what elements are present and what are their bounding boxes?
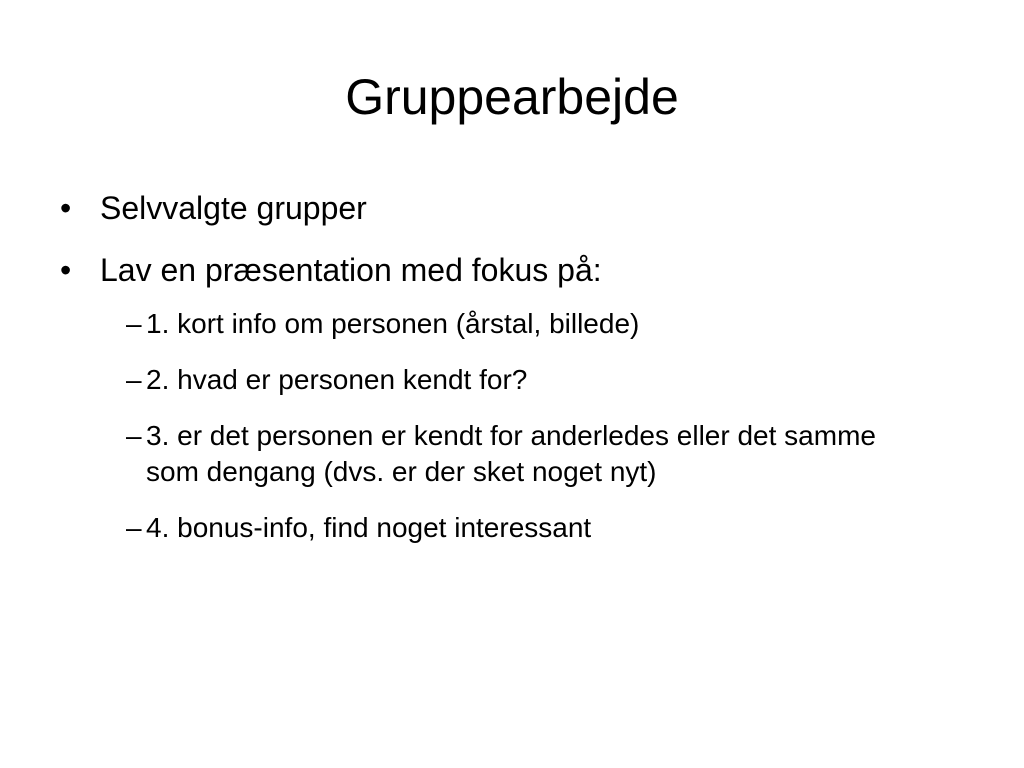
sub-bullet-text: 3. er det personen er kendt for anderledes eller det samme som dengang (dvs. er der sket noget nyt) bbox=[146, 420, 876, 487]
slide-title: Gruppearbejde bbox=[345, 69, 679, 125]
bullet-marker: • bbox=[60, 252, 72, 288]
bullet-item bbox=[56, 188, 956, 228]
sub-bullet-marker: – bbox=[126, 420, 142, 451]
sub-bullet-list bbox=[56, 306, 956, 546]
sub-bullet-item bbox=[56, 510, 936, 546]
slide-content bbox=[56, 188, 956, 566]
sub-bullet-item bbox=[56, 362, 936, 398]
sub-bullet-marker: – bbox=[126, 308, 142, 339]
sub-bullet-item bbox=[56, 418, 936, 490]
sub-bullet-marker: – bbox=[126, 512, 142, 543]
sub-bullet-text: 2. hvad er personen kendt for? bbox=[146, 364, 528, 395]
bullet-text: Lav en præsentation med fokus på: bbox=[100, 252, 602, 288]
sub-bullet-marker: – bbox=[126, 364, 142, 395]
sub-bullet-text: 1. kort info om personen (årstal, billede) bbox=[146, 308, 640, 339]
bullet-text: Selvvalgte grupper bbox=[100, 190, 367, 226]
bullet-item bbox=[56, 250, 956, 290]
bullet-marker: • bbox=[60, 190, 72, 226]
sub-bullet-item bbox=[56, 306, 936, 342]
sub-bullet-text: 4. bonus-info, find noget interessant bbox=[146, 512, 592, 543]
